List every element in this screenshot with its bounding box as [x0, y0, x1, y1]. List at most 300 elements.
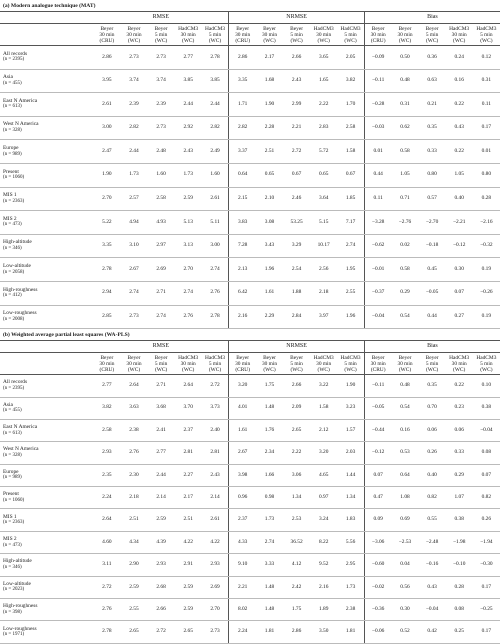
column-header: Beyer 5 min (WC)	[419, 353, 446, 375]
table-cell: 3.43	[256, 234, 283, 258]
table-cell: 53.25	[283, 211, 310, 235]
table-cell: 3.08	[256, 211, 283, 235]
table-cell: 2.17	[256, 46, 283, 70]
table-cell: 2.27	[175, 464, 202, 486]
row-sample-size: (n = 2395)	[3, 57, 25, 63]
row-label-text: Present	[3, 491, 19, 498]
table-cell: 0.26	[419, 442, 446, 464]
group-header-rmse: RMSE	[93, 341, 229, 353]
table-cell: 0.24	[446, 46, 473, 70]
table-cell: −0.09	[364, 46, 391, 70]
table-cell: 2.64	[93, 509, 120, 531]
column-header: HadCM3 30 min (WC)	[446, 24, 473, 46]
table-cell: 5.15	[310, 211, 337, 235]
table-cell: 2.40	[202, 419, 229, 441]
group-header-nrmse: NRMSE	[229, 341, 365, 353]
row-sample-size: (n = 1060)	[3, 497, 25, 503]
table-cell: 2.58	[337, 116, 364, 140]
row-label	[0, 69, 93, 93]
row-label-text: West N America	[3, 446, 39, 453]
table-cell: 0.17	[473, 576, 500, 598]
row-label	[0, 46, 93, 70]
header-blank	[0, 353, 93, 375]
table-cell: 3.11	[93, 554, 120, 576]
table-cell: 0.30	[391, 599, 418, 621]
column-header: HadCM3 30 min (WC)	[310, 24, 337, 46]
table-cell: 3.70	[175, 397, 202, 419]
column-header: Beyer 30 min (WC)	[256, 353, 283, 375]
row-sample-size: (n = 2058)	[3, 269, 25, 275]
row-label	[0, 140, 93, 164]
table-cell: 0.31	[473, 69, 500, 93]
section-title: (b) Weighted average partial least squares (WA-PLS)	[0, 329, 500, 340]
table-cell: 3.20	[310, 442, 337, 464]
table-cell: 2.73	[148, 116, 175, 140]
table-cell: 3.68	[148, 397, 175, 419]
table-cell: 3.22	[310, 375, 337, 397]
table-cell: 2.72	[148, 621, 175, 643]
table-cell: 2.77	[93, 375, 120, 397]
table-cell: 0.58	[391, 258, 418, 282]
row-sample-size: (n = 398)	[3, 609, 22, 615]
row-label	[0, 621, 93, 643]
table-cell: 1.05	[446, 163, 473, 187]
table-row	[0, 576, 500, 598]
table-cell: 2.74	[202, 258, 229, 282]
table-cell: 2.43	[175, 140, 202, 164]
group-header-row	[0, 341, 500, 353]
table-cell: 2.30	[120, 464, 147, 486]
table-cell: 4.22	[202, 531, 229, 553]
table-cell: 2.93	[148, 554, 175, 576]
table-cell: 2.86	[283, 621, 310, 643]
table-cell: 2.78	[93, 258, 120, 282]
row-label-text: West N America	[3, 121, 39, 128]
row-sample-size: (n = 2363)	[3, 198, 25, 204]
table-cell: 1.90	[93, 163, 120, 187]
row-sample-size: (n = 328)	[3, 452, 22, 458]
table-cell: −0.03	[364, 116, 391, 140]
table-cell: 0.97	[310, 487, 337, 509]
row-sample-size: (n = 346)	[3, 564, 22, 570]
table-cell: 0.09	[364, 509, 391, 531]
table-cell: 0.54	[391, 305, 418, 329]
table-row	[0, 140, 500, 164]
row-label	[0, 397, 93, 419]
row-label	[0, 258, 93, 282]
table-cell: 3.33	[256, 554, 283, 576]
table-cell: 2.77	[148, 442, 175, 464]
table-cell: −0.04	[473, 419, 500, 441]
table-cell: 3.35	[229, 69, 256, 93]
table-cell: −0.12	[364, 442, 391, 464]
table-cell: −0.02	[364, 576, 391, 598]
table-cell: 0.33	[419, 140, 446, 164]
row-label-text: High-roughness	[3, 603, 38, 610]
table-cell: 0.58	[391, 140, 418, 164]
row-label-text: High-altitude	[3, 239, 32, 246]
table-cell: −2.53	[391, 531, 418, 553]
row-label-text: East N America	[3, 424, 38, 430]
table-cell: 3.74	[148, 69, 175, 93]
table-cell: 1.75	[256, 375, 283, 397]
table-cell: −0.44	[364, 419, 391, 441]
column-header-row	[0, 24, 500, 46]
table-cell: −3.28	[364, 211, 391, 235]
table-cell: 1.34	[337, 487, 364, 509]
results-table	[0, 340, 500, 644]
table-cell: 3.00	[93, 116, 120, 140]
table-cell: 5.22	[93, 211, 120, 235]
table-cell: 2.51	[175, 509, 202, 531]
table-row	[0, 599, 500, 621]
table-cell: −0.37	[364, 281, 391, 305]
table-cell: −0.11	[364, 69, 391, 93]
table-cell: 4.22	[175, 531, 202, 553]
table-cell: 2.51	[256, 140, 283, 164]
table-cell: 10.17	[310, 234, 337, 258]
table-cell: −2.70	[419, 211, 446, 235]
table-row	[0, 531, 500, 553]
table-cell: 2.74	[148, 305, 175, 329]
table-cell: 4.93	[148, 211, 175, 235]
table-cell: 2.82	[120, 116, 147, 140]
row-sample-size: (n = 455)	[3, 80, 22, 86]
table-cell: 8.22	[310, 531, 337, 553]
table-cell: 6.42	[229, 281, 256, 305]
column-header: HadCM3 30 min (WC)	[446, 353, 473, 375]
table-cell: 0.47	[364, 487, 391, 509]
table-cell: 2.37	[175, 419, 202, 441]
table-cell: 0.19	[473, 258, 500, 282]
table-cell: 2.65	[120, 621, 147, 643]
table-cell: 0.48	[391, 69, 418, 93]
table-cell: 4.94	[120, 211, 147, 235]
table-cell: 2.59	[175, 599, 202, 621]
table-cell: 2.81	[175, 442, 202, 464]
table-cell: 1.96	[256, 258, 283, 282]
table-cell: 1.73	[256, 509, 283, 531]
table-cell: 0.29	[446, 464, 473, 486]
table-cell: 2.83	[310, 116, 337, 140]
table-cell: 0.40	[446, 187, 473, 211]
table-cell: 0.22	[446, 140, 473, 164]
table-cell: 2.61	[202, 187, 229, 211]
table-cell: 0.08	[446, 599, 473, 621]
table-cell: 2.93	[93, 442, 120, 464]
table-cell: −1.94	[473, 531, 500, 553]
table-cell: 2.82	[229, 116, 256, 140]
table-cell: 2.43	[202, 464, 229, 486]
row-sample-size: (n = 2395)	[3, 385, 25, 391]
table-cell: 0.17	[473, 116, 500, 140]
table-cell: 0.63	[419, 69, 446, 93]
row-label-text: High-roughness	[3, 286, 38, 293]
table-cell: 2.59	[120, 576, 147, 598]
table-cell: 0.11	[473, 93, 500, 117]
table-cell: 0.06	[419, 419, 446, 441]
column-header: HadCM3 30 min (WC)	[175, 353, 202, 375]
table-cell: 2.15	[229, 187, 256, 211]
table-cell: 2.44	[175, 93, 202, 117]
table-cell: 0.42	[419, 621, 446, 643]
table-cell: 1.73	[175, 163, 202, 187]
table-cell: 3.82	[93, 397, 120, 419]
table-cell: 0.67	[337, 163, 364, 187]
table-cell: 1.48	[256, 576, 283, 598]
table-cell: 8.02	[229, 599, 256, 621]
table-cell: 5.56	[337, 531, 364, 553]
table-cell: 2.74	[337, 234, 364, 258]
table-cell: 2.69	[148, 258, 175, 282]
table-row	[0, 419, 500, 441]
table-cell: −0.62	[364, 234, 391, 258]
table-row	[0, 621, 500, 643]
table-cell: 2.70	[175, 258, 202, 282]
header-blank	[0, 12, 93, 24]
row-label-text: MIS 2	[3, 535, 17, 542]
table-cell: 2.84	[283, 305, 310, 329]
row-sample-size: (n = 2008)	[3, 316, 25, 322]
table-cell: 2.93	[202, 554, 229, 576]
table-cell: 0.11	[364, 187, 391, 211]
table-cell: 2.44	[120, 140, 147, 164]
row-label-text: All records	[3, 50, 28, 57]
table-cell: 2.10	[256, 187, 283, 211]
table-row	[0, 375, 500, 397]
table-cell: 2.81	[202, 442, 229, 464]
table-cell: 0.36	[419, 46, 446, 70]
table-cell: 5.72	[310, 140, 337, 164]
table-cell: 2.56	[310, 258, 337, 282]
table-cell: 0.01	[364, 140, 391, 164]
table-cell: 2.18	[120, 487, 147, 509]
table-cell: 2.64	[120, 375, 147, 397]
table-cell: −0.28	[364, 93, 391, 117]
table-cell: 4.39	[148, 531, 175, 553]
table-cell: 0.16	[446, 69, 473, 93]
table-cell: −1.98	[446, 531, 473, 553]
table-cell: 1.58	[337, 140, 364, 164]
table-cell: 2.43	[283, 69, 310, 93]
table-cell: 3.73	[202, 397, 229, 419]
table-cell: 0.44	[364, 163, 391, 187]
table-cell: 1.44	[337, 464, 364, 486]
row-sample-size: (n = 613)	[3, 430, 22, 436]
table-cell: 2.13	[229, 258, 256, 282]
table-cell: −0.11	[364, 375, 391, 397]
column-header: HadCM3 5 min (WC)	[202, 353, 229, 375]
table-cell: 3.63	[120, 397, 147, 419]
table-cell: 1.90	[337, 375, 364, 397]
row-sample-size: (n = 328)	[3, 128, 22, 134]
table-cell: 1.81	[337, 621, 364, 643]
column-header: Beyer 30 min (WC)	[391, 353, 418, 375]
table-cell: 36.52	[283, 531, 310, 553]
table-cell: −2.21	[446, 211, 473, 235]
row-label	[0, 234, 93, 258]
table-cell: 2.72	[93, 576, 120, 598]
table-cell: 0.19	[473, 305, 500, 329]
table-cell: 9.10	[229, 554, 256, 576]
table-row	[0, 442, 500, 464]
column-header: Beyer 30 min (CRU)	[229, 24, 256, 46]
table-cell: −0.30	[473, 554, 500, 576]
table-cell: 2.69	[202, 576, 229, 598]
table-cell: 2.44	[148, 464, 175, 486]
table-cell: 0.38	[446, 509, 473, 531]
table-cell: 0.70	[419, 397, 446, 419]
table-cell: 0.53	[391, 442, 418, 464]
table-cell: 0.80	[473, 163, 500, 187]
table-cell: −0.32	[473, 234, 500, 258]
table-cell: 2.94	[93, 281, 120, 305]
table-cell: −0.25	[473, 599, 500, 621]
table-cell: 2.78	[202, 46, 229, 70]
table-cell: 1.89	[310, 599, 337, 621]
row-label-text: MIS 1	[3, 192, 17, 199]
table-cell: 0.43	[446, 116, 473, 140]
table-cell: 0.07	[446, 281, 473, 305]
table-cell: 0.01	[473, 140, 500, 164]
table-cell: 2.29	[256, 305, 283, 329]
table-cell: 0.33	[446, 442, 473, 464]
table-cell: 2.22	[310, 93, 337, 117]
row-sample-size: (n = 412)	[3, 293, 22, 299]
table-cell: 2.35	[93, 464, 120, 486]
table-cell: 0.67	[283, 163, 310, 187]
table-cell: 1.73	[337, 576, 364, 598]
table-cell: 2.46	[283, 187, 310, 211]
table-cell: 2.22	[283, 442, 310, 464]
table-cell: 2.72	[283, 140, 310, 164]
table-cell: 4.65	[310, 464, 337, 486]
table-row	[0, 211, 500, 235]
table-cell: 2.74	[256, 531, 283, 553]
table-cell: 4.12	[283, 554, 310, 576]
table-cell: 2.24	[93, 487, 120, 509]
row-label-text: All records	[3, 379, 28, 386]
table-cell: 2.73	[120, 46, 147, 70]
table-cell: 5.13	[175, 211, 202, 235]
column-header: Beyer 30 min (CRU)	[364, 24, 391, 46]
row-label-text: Low-altitude	[3, 263, 31, 270]
table-cell: 0.02	[391, 234, 418, 258]
table-cell: 1.66	[256, 464, 283, 486]
table-cell: 0.44	[419, 305, 446, 329]
table-cell: 2.61	[202, 509, 229, 531]
table-cell: 1.76	[256, 419, 283, 441]
table-cell: −0.05	[419, 281, 446, 305]
table-cell: 2.68	[148, 576, 175, 598]
table-cell: 0.98	[256, 487, 283, 509]
table-cell: 1.68	[256, 69, 283, 93]
table-cell: 2.18	[310, 281, 337, 305]
table-cell: 0.08	[473, 442, 500, 464]
table-cell: −2.76	[391, 211, 418, 235]
table-cell: 0.28	[473, 187, 500, 211]
table-cell: 1.34	[283, 487, 310, 509]
table-cell: 2.58	[148, 187, 175, 211]
table-cell: 2.28	[256, 116, 283, 140]
table-cell: 0.12	[473, 46, 500, 70]
table-cell: 3.65	[310, 46, 337, 70]
table-cell: 2.21	[283, 116, 310, 140]
column-header: Beyer 5 min (WC)	[419, 24, 446, 46]
row-label-text: Low-roughness	[3, 625, 37, 632]
column-header: Beyer 5 min (WC)	[283, 24, 310, 46]
section-title: (a) Modern analogue technique (MAT)	[0, 0, 500, 11]
table-cell: 0.29	[391, 281, 418, 305]
column-header: HadCM3 5 min (WC)	[337, 24, 364, 46]
table-cell: 2.17	[175, 487, 202, 509]
table-cell: −0.12	[446, 234, 473, 258]
table-row	[0, 163, 500, 187]
table-cell: −0.10	[446, 554, 473, 576]
row-label-text: Europe	[3, 468, 19, 475]
table-cell: 2.47	[93, 140, 120, 164]
table-cell: 3.97	[310, 305, 337, 329]
table-cell: 2.57	[120, 187, 147, 211]
table-cell: 2.66	[283, 375, 310, 397]
table-row	[0, 281, 500, 305]
table-cell: 2.51	[120, 509, 147, 531]
table-cell: −0.06	[364, 621, 391, 643]
group-header-nrmse: NRMSE	[229, 12, 365, 24]
table-cell: 2.53	[283, 509, 310, 531]
table-cell: 2.85	[93, 305, 120, 329]
table-cell: 0.22	[446, 93, 473, 117]
row-sample-size: (n = 473)	[3, 222, 22, 228]
table-cell: 0.35	[419, 375, 446, 397]
table-cell: 1.96	[337, 305, 364, 329]
table-cell: 0.22	[446, 375, 473, 397]
row-label	[0, 487, 93, 509]
table-cell: 2.37	[229, 509, 256, 531]
table-cell: −0.26	[473, 281, 500, 305]
table-cell: 2.48	[148, 140, 175, 164]
table-cell: 2.59	[175, 187, 202, 211]
row-label	[0, 464, 93, 486]
table-cell: 2.24	[229, 621, 256, 643]
table-cell: 0.57	[419, 187, 446, 211]
column-header: Beyer 30 min (WC)	[256, 24, 283, 46]
table-cell: 0.38	[473, 397, 500, 419]
table-cell: 1.83	[337, 509, 364, 531]
table-cell: 3.85	[175, 69, 202, 93]
table-cell: 4.33	[229, 531, 256, 553]
column-header: HadCM3 5 min (WC)	[473, 353, 500, 375]
table-cell: 2.97	[148, 234, 175, 258]
column-header: Beyer 5 min (WC)	[283, 353, 310, 375]
table-cell: 2.12	[310, 419, 337, 441]
table-row	[0, 305, 500, 329]
row-label-text: MIS 1	[3, 513, 17, 520]
table-cell: 0.62	[391, 116, 418, 140]
table-cell: 3.06	[283, 464, 310, 486]
table-cell: 2.49	[202, 140, 229, 164]
table-cell: 0.82	[419, 487, 446, 509]
table-cell: 2.03	[337, 442, 364, 464]
table-row	[0, 187, 500, 211]
table-cell: 3.83	[229, 211, 256, 235]
table-cell: 1.08	[391, 487, 418, 509]
table-cell: 0.26	[473, 509, 500, 531]
table-cell: −0.04	[364, 305, 391, 329]
table-cell: 1.85	[337, 187, 364, 211]
table-cell: 5.11	[202, 211, 229, 235]
table-cell: 2.90	[120, 554, 147, 576]
